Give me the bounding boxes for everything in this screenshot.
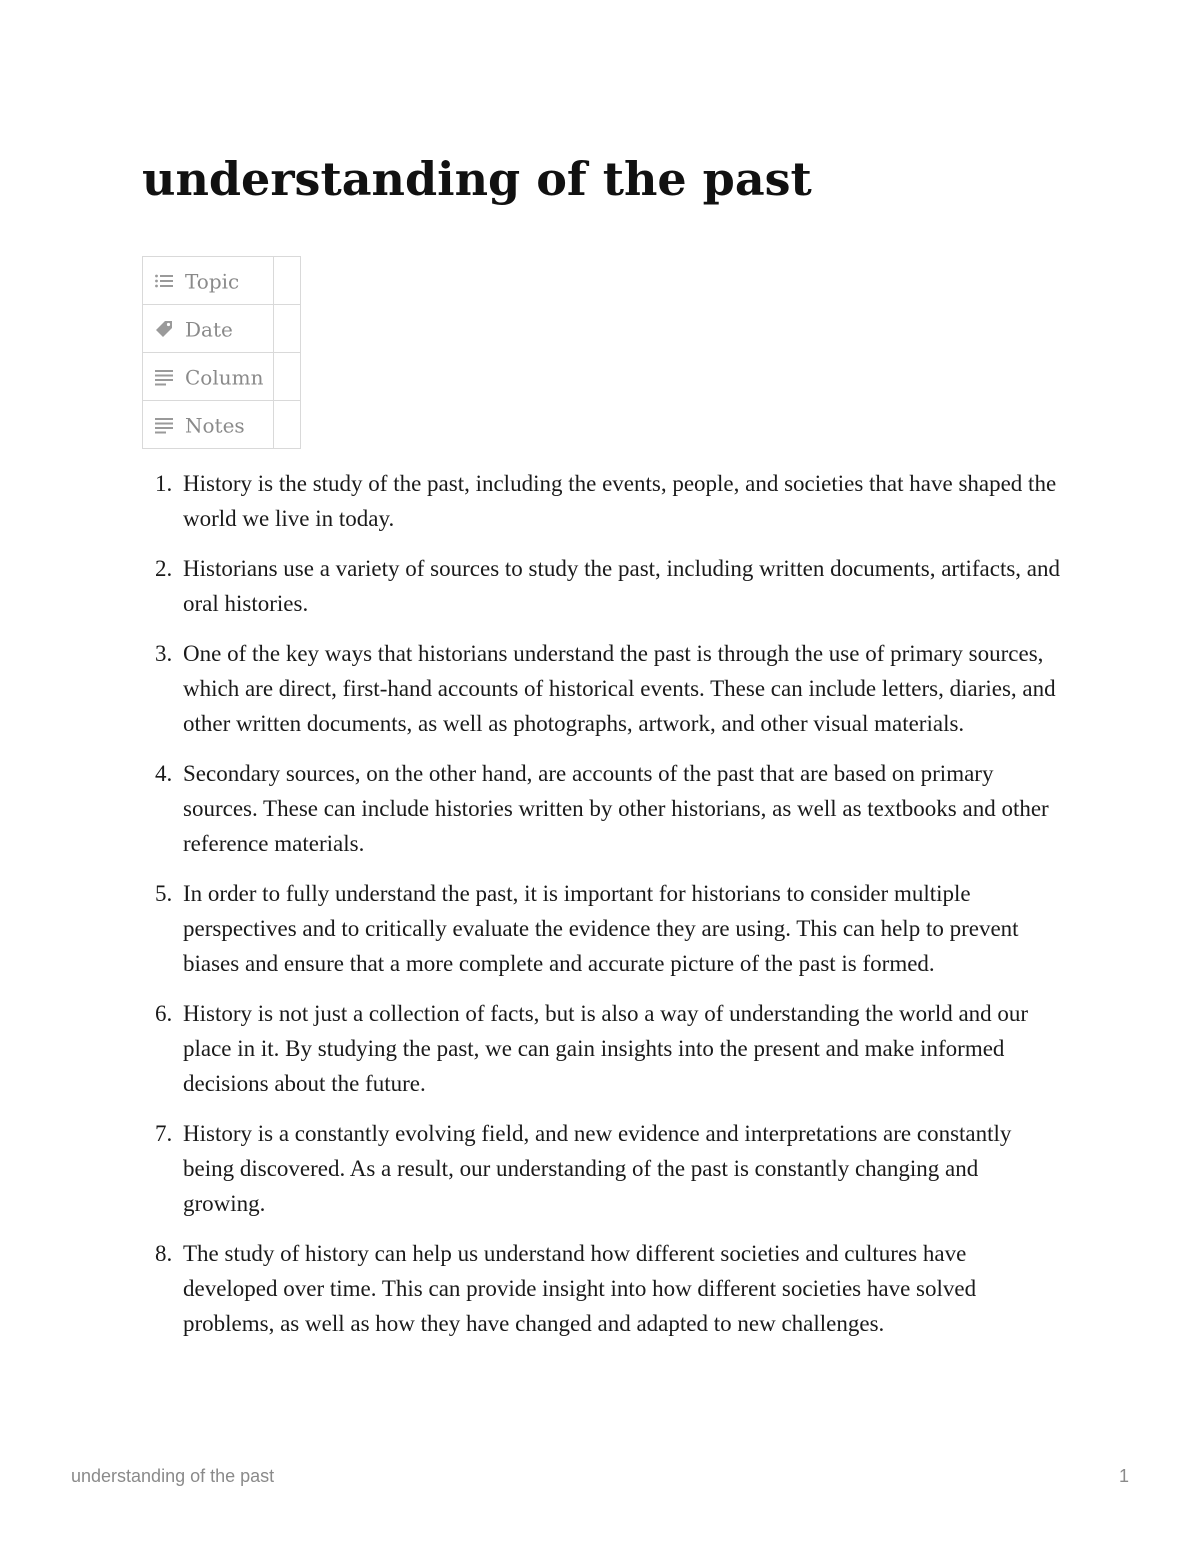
list-item xyxy=(142,1116,1062,1221)
property-row-topic xyxy=(143,257,301,305)
property-row-date xyxy=(143,305,301,353)
numbered-list xyxy=(142,466,1062,1356)
list-item-text: The study of history can help us understand how different societies and cultures have developed over time. This can provide insight into how different societies have solved problems, as well as how they have changed and adapted to new challenges. xyxy=(183,1241,977,1336)
list-item-text: History is a constantly evolving field, and new evidence and interpretations are constantly being discovered. As a result, our understanding of the past is constantly changing and growing. xyxy=(183,1121,1012,1216)
property-label: Date xyxy=(185,317,233,342)
list-item-text: History is not just a collection of facts, but is also a way of understanding the world and our place in it. By studying the past, we can gain insights into the present and make informed decisions about the future. xyxy=(183,1001,1029,1096)
list-item-number: 1. xyxy=(155,471,173,496)
text-lines-icon xyxy=(153,414,175,436)
property-name-cell[interactable] xyxy=(143,353,274,401)
property-value-cell[interactable] xyxy=(274,353,301,401)
page-title: understanding of the past xyxy=(142,152,812,206)
list-item-text: Historians use a variety of sources to study the past, including written documents, artifacts, and oral histories. xyxy=(183,556,1060,616)
property-label: Column xyxy=(185,365,264,390)
property-value-cell[interactable] xyxy=(274,257,301,305)
list-item xyxy=(142,876,1062,981)
tag-icon xyxy=(153,318,175,340)
property-value-cell[interactable] xyxy=(274,305,301,353)
list-item-number: 7. xyxy=(155,1121,173,1146)
list-item xyxy=(142,996,1062,1101)
properties-table xyxy=(142,256,301,449)
list-item xyxy=(142,636,1062,741)
list-item xyxy=(142,551,1062,621)
list-item-number: 6. xyxy=(155,1001,173,1026)
property-name-cell[interactable] xyxy=(143,257,274,305)
list-item-text: One of the key ways that historians understand the past is through the use of primary sources, which are direct, first-hand accounts of historical events. These can include letters, diaries, and other written documents, as well as photographs, artwork, and other visual materials. xyxy=(183,641,1056,736)
property-name-cell[interactable] xyxy=(143,401,274,449)
list-item-number: 4. xyxy=(155,761,173,786)
list-item xyxy=(142,466,1062,536)
list-item-number: 3. xyxy=(155,641,173,666)
list-item xyxy=(142,1236,1062,1341)
footer-page-number: 1 xyxy=(1118,1466,1129,1486)
property-label: Topic xyxy=(185,269,240,294)
text-lines-icon xyxy=(153,366,175,388)
list-item-text: History is the study of the past, including the events, people, and societies that have shaped the world we live in today. xyxy=(183,471,1057,531)
list-item-number: 5. xyxy=(155,881,173,906)
footer-title: understanding of the past xyxy=(71,1466,275,1486)
list-item-number: 8. xyxy=(155,1241,173,1266)
property-row-column xyxy=(143,353,301,401)
list-item-text: In order to fully understand the past, it is important for historians to consider multiple perspectives and to critically evaluate the evidence they are using. This can help to prevent biases and ensure that a more complete and accurate picture of the past is formed. xyxy=(183,881,1019,976)
list-item-text: Secondary sources, on the other hand, are accounts of the past that are based on primary sources. These can include histories written by other historians, as well as textbooks and other reference materials. xyxy=(183,761,1049,856)
property-row-notes xyxy=(143,401,301,449)
bulleted-list-icon xyxy=(153,270,175,292)
property-value-cell[interactable] xyxy=(274,401,301,449)
property-label: Notes xyxy=(185,413,245,438)
list-item xyxy=(142,756,1062,861)
property-name-cell[interactable] xyxy=(143,305,274,353)
list-item-number: 2. xyxy=(155,556,173,581)
